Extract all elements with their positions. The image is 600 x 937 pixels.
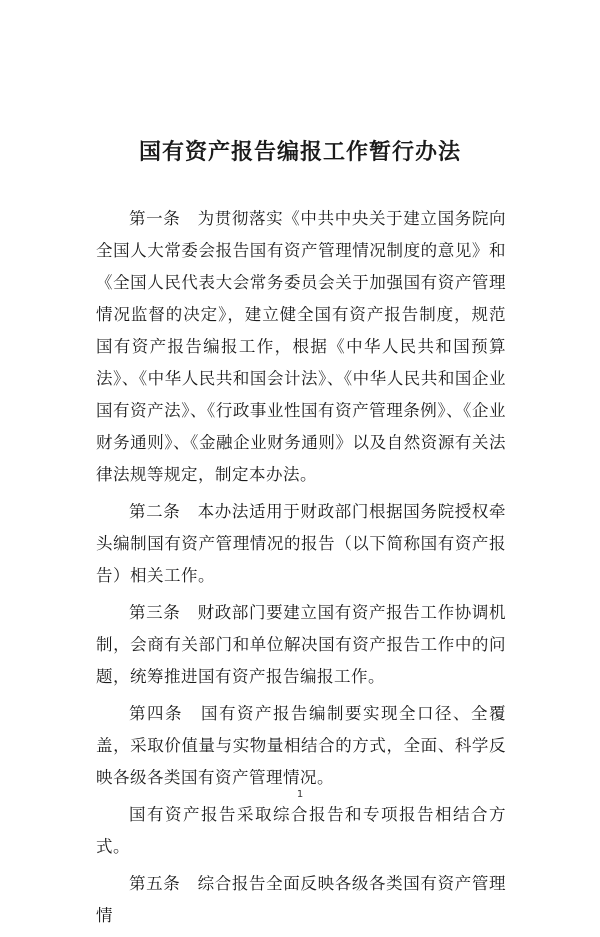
article-4-paragraph: 第四条 国有资产报告编制要实现全口径、全覆盖，采取价值量与实物量相结合的方式，全面、科学反映各级各类国有资产管理情况。 [96, 704, 506, 787]
article-5-paragraph: 第五条 综合报告全面反映各级各类国有资产管理情 [96, 874, 506, 925]
article-2-paragraph: 第二条 本办法适用于财政部门根据国务院授权牵头编制国有资产管理情况的报告（以下简称国有资产报告）相关工作。 [96, 502, 506, 585]
report-form-paragraph: 国有资产报告采取综合报告和专项报告相结合方式。 [96, 805, 506, 856]
page-number: 1 [296, 789, 304, 800]
article-3-paragraph: 第三条 财政部门要建立国有资产报告工作协调机制，会商有关部门和单位解决国有资产报告工作中的问题，统筹推进国有资产报告编报工作。 [96, 603, 506, 686]
document-body [96, 203, 506, 937]
document-title: 国有资产报告编报工作暂行办法 [138, 140, 461, 165]
article-1-paragraph: 第一条 为贯彻落实《中共中央关于建立国务院向全国人大常委会报告国有资产管理情况制度的意见》和《全国人民代表大会常务委员会关于加强国有资产管理情况监督的决定》，建立健全国有资产报告制度，规范国有资产报告编报工作，根据《中华人民共和国预算法》、《中华人民共和国会计法》、《中华人民共和国企业国有资产法》、《行政事业性国有资产管理条例》、《企业财务通则》、《金融企业财务通则》以及自然资源有关法律法规等规定，制定本办法。 [96, 209, 506, 484]
